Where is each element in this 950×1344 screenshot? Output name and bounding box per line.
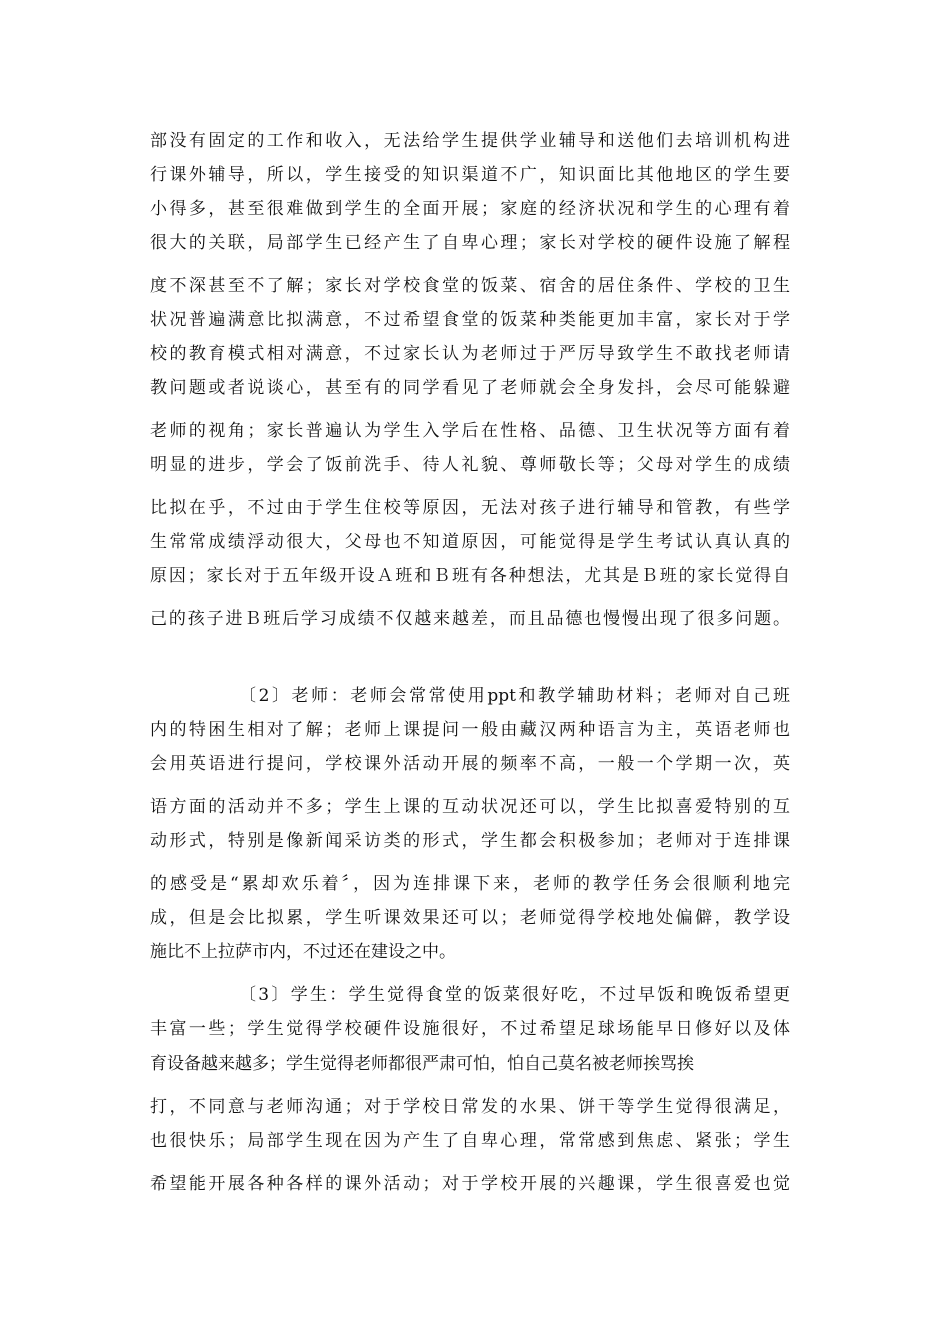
paragraph-1-line: 校的教育模式相对满意，不过家长认为老师过于严厉导致学生不敢找老师请: [150, 344, 790, 364]
paragraph-1-line: 原因；家长对于五年级开设Ａ班和Ｂ班有各种想法，尤其是Ｂ班的家长觉得自: [150, 566, 790, 586]
paragraph-1-line: 行课外辅导，所以，学生接受的知识渠道不广，知识面比其他地区的学生要: [150, 165, 790, 185]
paragraph-student-first-line: 〔3〕学生：学生觉得食堂的饭菜很好吃，不过早饭和晚饭希望更: [239, 985, 790, 1005]
paragraph-1-line: 老师的视角；家长普遍认为学生入学后在性格、品德、卫生状况等方面有着: [150, 421, 790, 441]
paragraph-teacher-line: 语方面的活动并不多；学生上课的互动状况还可以，学生比拟喜爱特别的互: [150, 797, 790, 817]
paragraph-1-line: 明显的进步，学会了饭前洗手、待人礼貌、尊师敬长等；父母对学生的成绩: [150, 455, 790, 475]
paragraph-student-line: 打，不同意与老师沟通；对于学校日常发的水果、饼干等学生觉得很满足，: [150, 1097, 790, 1117]
paragraph-student-line: 丰富一些；学生觉得学校硬件设施很好，不过希望足球场能早日修好以及体: [150, 1019, 790, 1039]
paragraph-1-line: 小得多，甚至很难做到学生的全面开展；家庭的经济状况和学生的心理有着: [150, 199, 790, 219]
paragraph-student-line: 也很快乐；局部学生现在因为产生了自卑心理，常常感到焦虑、紧张；学生: [150, 1131, 790, 1151]
paragraph-1-line: 教问题或者说谈心，甚至有的同学看见了老师就会全身发抖，会尽可能躲避: [150, 378, 790, 398]
paragraph-teacher-first-line: 〔2〕老师：老师会常常使用ppt和教学辅助材料；老师对自己班: [239, 686, 790, 706]
paragraph-teacher-last-line: 施比不上拉萨市内，不过还在建设之中。: [150, 942, 456, 962]
paragraph-1-line: 很大的关联，局部学生已经产生了自卑心理；家长对学校的硬件设施了解程: [150, 233, 790, 253]
paragraph-teacher-line: 成，但是会比拟累，学生听课效果还可以；老师觉得学校地处偏僻，教学设: [150, 908, 790, 928]
paragraph-teacher-line: 动形式，特别是像新闻采访类的形式，学生都会积极参加；老师对于连排课: [150, 831, 790, 851]
paragraph-student-line: 育设备越来越多；学生觉得老师都很严肃可怕，怕自己莫名被老师挨骂挨: [150, 1054, 694, 1074]
paragraph-1-line: 生常常成绩浮动很大，父母也不知道原因，可能觉得是学生考试认真认真的: [150, 532, 790, 552]
paragraph-1-line: 状况普遍满意比拟满意，不过希望食堂的饭菜种类能更加丰富，家长对于学: [150, 310, 790, 330]
paragraph-teacher-line: 的感受是“累却欢乐着〞，因为连排课下来，老师的教学任务会很顺利地完: [150, 874, 790, 894]
paragraph-teacher-line: 会用英语进行提问，学校课外活动开展的频率不高，一般一个学期一次，英: [150, 754, 790, 774]
paragraph-1-line: 己的孩子进Ｂ班后学习成绩不仅越来越差，而且品德也慢慢出现了很多问题。: [150, 609, 790, 629]
paragraph-1-line: 比拟在乎，不过由于学生住校等原因，无法对孩子进行辅导和管教，有些学: [150, 498, 790, 518]
paragraph-1-line: 部没有固定的工作和收入，无法给学生提供学业辅导和送他们去培训机构进: [150, 131, 790, 151]
paragraph-student-line: 希望能开展各种各样的课外活动；对于学校开展的兴趣课，学生很喜爱也觉: [150, 1174, 790, 1194]
paragraph-teacher-line: 内的特困生相对了解；老师上课提问一般由藏汉两种语言为主，英语老师也: [150, 720, 790, 740]
paragraph-1-line: 度不深甚至不了解；家长对学校食堂的饭菜、宿舍的居住条件、学校的卫生: [150, 276, 790, 296]
